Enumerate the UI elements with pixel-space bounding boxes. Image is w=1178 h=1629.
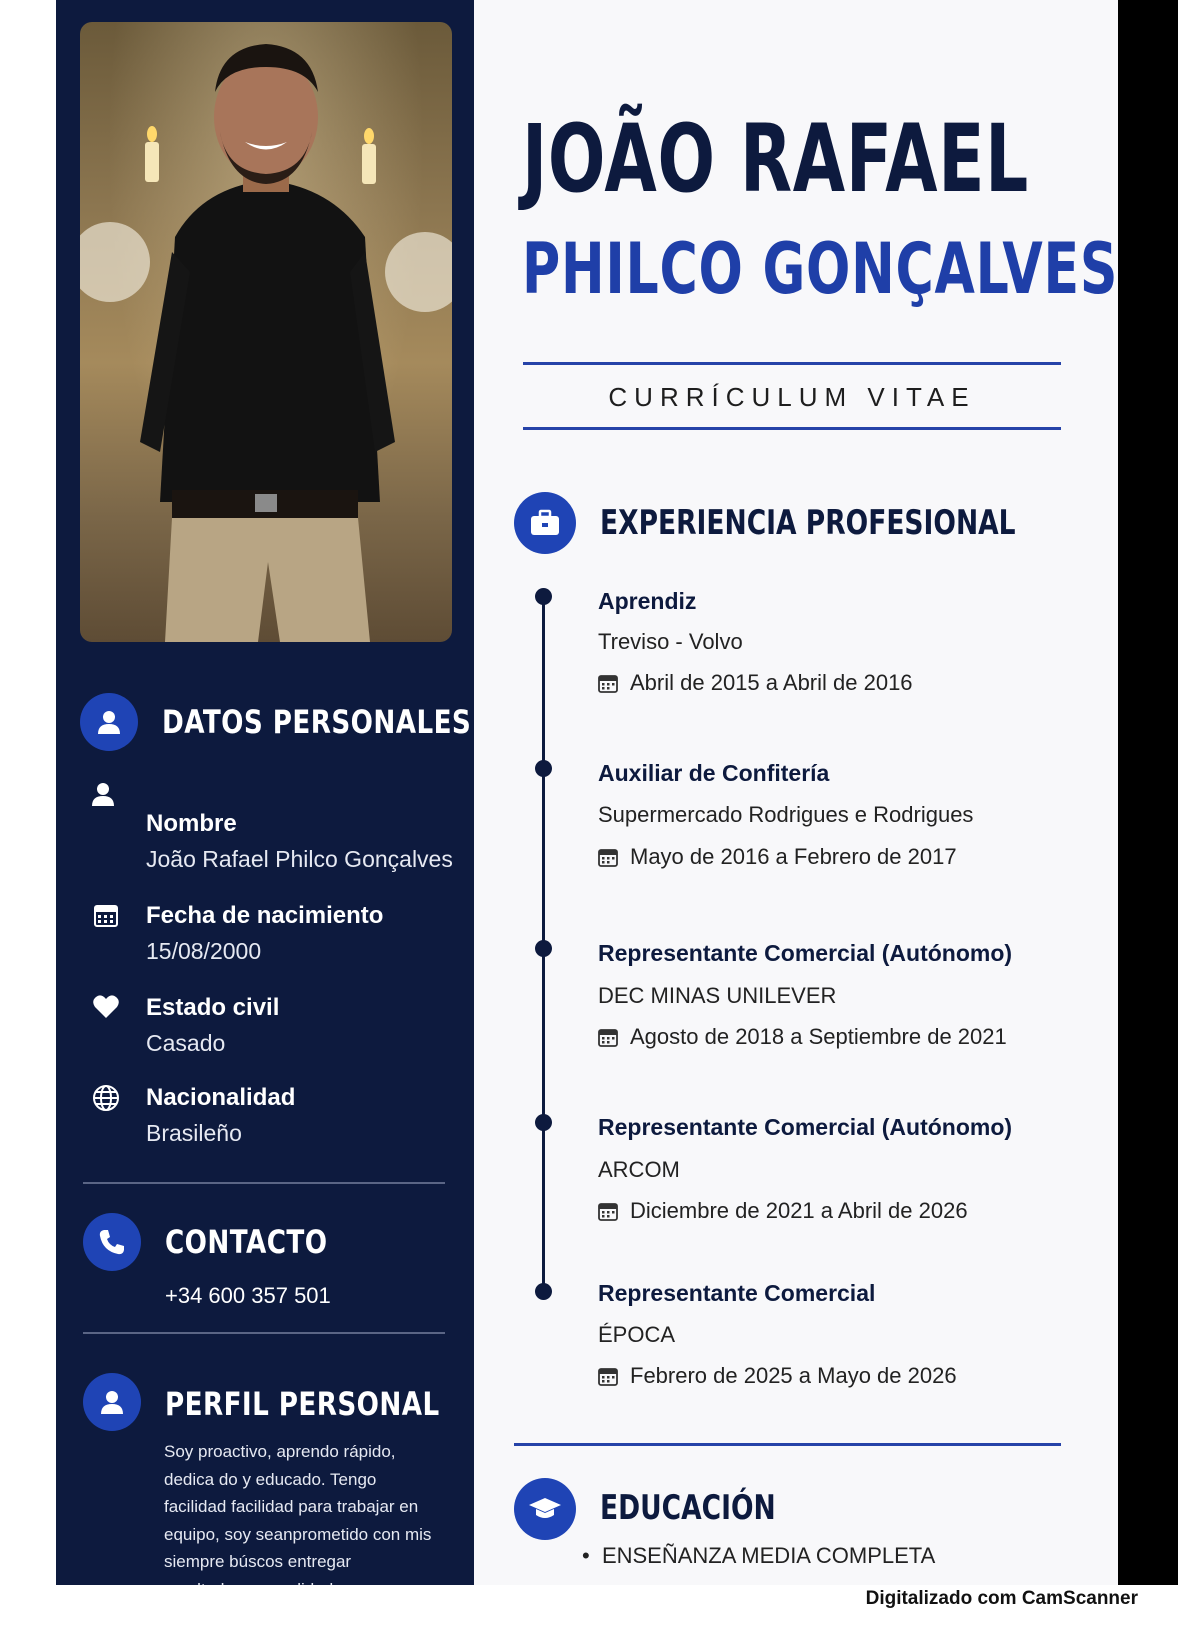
sidebar-divider [83,1182,445,1184]
job-title: Aprendiz [598,588,697,614]
globe-icon [91,1083,121,1113]
profile-photo [80,22,452,642]
calendar-icon [598,1201,618,1221]
job-company: DEC MINAS UNILEVER [598,983,837,1008]
job-dates [598,1024,1007,1050]
job-dates [598,670,913,696]
nationality-value: Brasileño [146,1120,242,1146]
heart-icon [91,992,121,1022]
calendar-icon [598,1366,618,1386]
user-icon [88,779,118,809]
calendar-icon [91,900,121,930]
briefcase-icon [529,509,561,537]
timeline-dot [535,1114,552,1131]
scanner-watermark: Digitalizado com CamScanner [865,1588,1138,1609]
contact-heading: CONTACTO [165,1223,328,1261]
marital-status-label: Estado civil [146,994,280,1021]
title-divider-bottom [523,427,1061,430]
profile-heading: PERFIL PERSONAL [165,1385,440,1423]
last-name: PHILCO GONÇALVES [522,228,1119,310]
job-dates [598,844,957,870]
job-dates-text: Mayo de 2016 a Febrero de 2017 [630,844,957,869]
job-dates-text: Agosto de 2018 a Septiembre de 2021 [630,1024,1007,1049]
birthdate-label: Fecha de nacimiento [146,902,384,929]
job-dates-text: Abril de 2015 a Abril de 2016 [630,670,913,695]
timeline-dot [535,940,552,957]
page-margin-left [0,0,56,1585]
profile-section-icon [83,1373,141,1431]
graduation-cap-icon [528,1496,562,1522]
job-dates [598,1363,957,1389]
title-divider-top [523,362,1061,365]
job-dates [598,1198,968,1224]
personal-data-heading: DATOS PERSONALES [162,703,472,741]
job-company: Supermercado Rodrigues e Rodrigues [598,802,974,827]
timeline-dot [535,1283,552,1300]
contact-phone: +34 600 357 501 [165,1283,331,1308]
education-item: • ENSEÑANZA MEDIA COMPLETA [582,1543,936,1568]
experience-section-icon [514,492,576,554]
job-dates-text: Diciembre de 2021 a Abril de 2026 [630,1198,968,1223]
phone-icon [97,1227,127,1257]
calendar-icon [598,1027,618,1047]
job-company: ÉPOCA [598,1322,676,1347]
contact-section-icon [83,1213,141,1271]
education-heading: EDUCACIÓN [600,1488,776,1528]
job-company: ARCOM [598,1157,680,1182]
section-divider [514,1443,1061,1446]
education-item-text: ENSEÑANZA MEDIA COMPLETA [601,1543,936,1568]
user-icon [94,707,124,737]
birthdate-value: 15/08/2000 [146,938,262,964]
experience-heading: EXPERIENCIA PROFESIONAL [600,503,1016,543]
job-title: Representante Comercial [598,1280,876,1306]
calendar-icon [598,847,618,867]
first-name: JOÃO RAFAEL [522,105,1030,214]
sidebar-divider [83,1332,445,1334]
name-value: João Rafael Philco Gonçalves [146,846,453,872]
education-section-icon [514,1478,576,1540]
job-company: Treviso - Volvo [598,629,743,654]
nationality-label: Nacionalidad [146,1084,296,1111]
timeline-dot [535,760,552,777]
calendar-icon [598,673,618,693]
timeline-dot [535,588,552,605]
job-dates-text: Febrero de 2025 a Mayo de 2026 [630,1363,957,1388]
profile-text: Soy proactivo, aprendo rápido, dedica do y educado. Tengo facilidad facilidad para trabajar en equipo, soy seanprometido con mis siempre búscos entregar [164,1442,432,1571]
job-title: Representante Comercial (Autónomo) [598,940,1013,966]
user-icon [97,1387,127,1417]
document-subtitle: CURRÍCULUM VITAE [608,382,976,412]
name-label: Nombre [146,810,237,837]
personal-data-section-icon [80,693,138,751]
scan-border-right [1118,0,1178,1585]
job-title: Auxiliar de Confitería [598,760,830,786]
marital-status-value: Casado [146,1030,226,1056]
job-title: Representante Comercial (Autónomo) [598,1114,1013,1140]
